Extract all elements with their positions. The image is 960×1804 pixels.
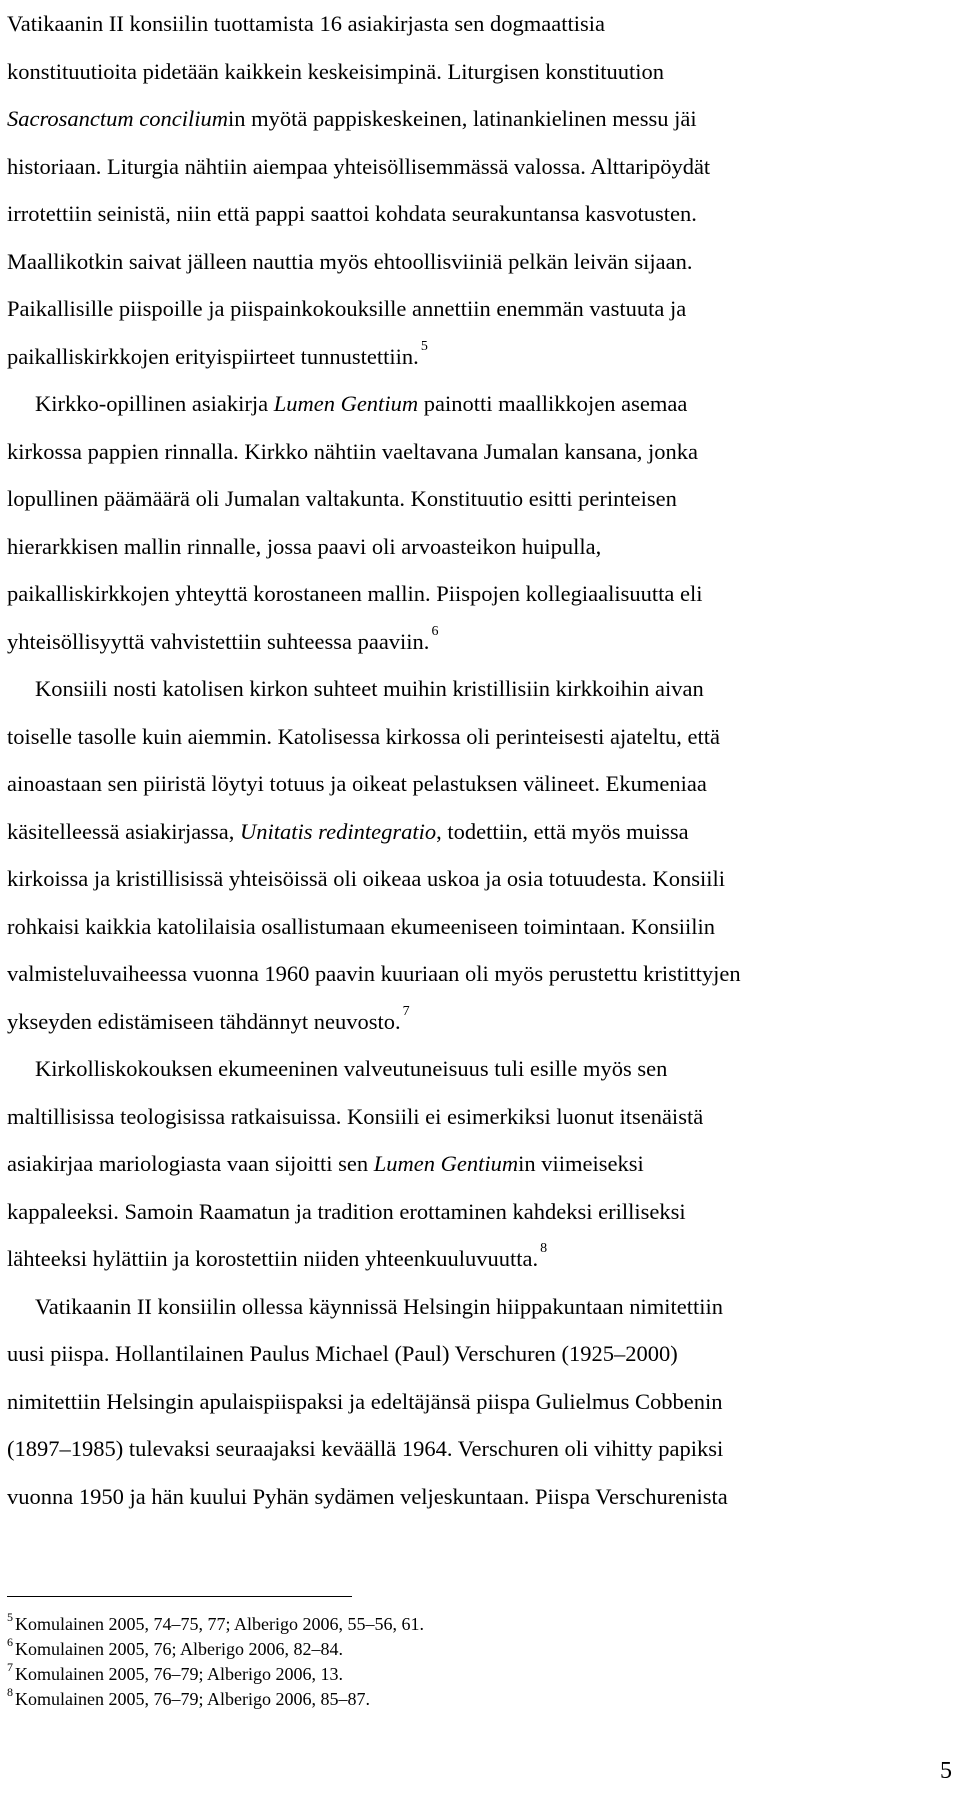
text-run: kappaleeksi. Samoin Raamatun ja tradition erottaminen kahdeksi erilliseksi [7,1198,686,1224]
text-run: toiselle tasolle kuin aiemmin. Katolisessa kirkossa oli perinteisesti ajateltu, että [7,723,720,749]
text-run: paikalliskirkkojen erityispiirteet tunnustettiin. [7,343,419,369]
text-run: Kirkko-opillinen asiakirja [35,391,274,416]
text-line [7,1235,952,1283]
text-run: Konsiili nosti katolisen kirkon suhteet muihin kristillisiin kirkkoihin aivan [35,676,704,701]
text-line [7,380,952,428]
text-line [7,1093,952,1141]
text-line [7,1378,952,1426]
footnotes [7,1612,907,1712]
footnote [7,1687,907,1712]
text-run: kirkoissa ja kristillisissä yhteisöissä oli oikeaa uskoa ja osia totuudesta. Konsiili [7,866,726,891]
text-line [7,238,952,286]
text-line [7,190,952,238]
text-run: Kirkolliskokouksen ekumeeninen valveutuneisuus tuli esille myös sen [35,1056,668,1081]
page-number: 5 [940,1758,952,1784]
footnote-text: Komulainen 2005, 76–79; Alberigo 2006, 13. [15,1664,343,1684]
text-line [7,95,952,143]
text-run: vuonna 1950 ja hän kuului Pyhän sydämen veljeskuntaan. Piispa Verschurenista [7,1483,728,1509]
text-line [7,1330,952,1378]
footnote-ref: 6 [431,623,439,639]
text-run: historiaan. Liturgia nähtiin aiempaa yhteisöllisemmässä valossa. Alttaripöydät [7,153,711,179]
text-run: irrotettiin seinistä, niin että pappi saattoi kohdata seurakuntansa kasvotusten. [7,201,697,226]
footnote-number: 8 [7,1685,13,1699]
footnote [7,1612,907,1637]
text-run: konstituutioita pidetään kaikkein keskeisimpinä. Liturgisen konstituution [7,58,665,84]
text-line [7,1425,952,1473]
text-run: painotti maallikkojen asemaa [418,391,688,416]
text-run: Maallikotkin saivat jälleen nauttia myös ehtoollisviiniä pelkän leivän sijaan. [7,248,693,274]
text-line [7,950,952,998]
text-line [7,143,952,191]
text-line [7,48,952,96]
text-line [7,998,952,1046]
text-line [7,1473,952,1521]
text-line [7,523,952,571]
italic-title: Lumen Gentium [373,1151,519,1176]
paragraph [7,380,952,665]
text-run: ainoastaan sen piiristä löytyi totuus ja oikeat pelastuksen välineet. Ekumeniaa [7,771,707,796]
text-run: yhteisöllisyyttä vahvistettiin suhteessa paaviin. [7,628,430,654]
text-run: Vatikaanin II konsiilin ollessa käynnissä Helsingin hiippakuntaan nimitettiin [35,1293,724,1319]
text-line [7,0,952,48]
text-run: lopullinen päämäärä oli Jumalan valtakunta. Konstituutio esitti perinteisen [7,486,677,511]
text-run: in viimeiseksi [518,1151,644,1176]
text-run: Vatikaanin II konsiilin tuottamista 16 asiakirjasta sen dogmaattisia [7,11,605,36]
text-run: valmisteluvaiheessa vuonna 1960 paavin kuuriaan oli myös perustettu kristittyjen [7,961,741,986]
footnote-number: 5 [7,1610,13,1624]
text-run: Paikallisille piispoille ja piispainkokouksille annettiin enemmän vastuuta ja [7,296,687,321]
footnote-ref: 5 [420,338,428,354]
text-run: lähteeksi hylättiin ja korostettiin niiden yhteenkuuluvuutta. [7,1246,539,1271]
text-line [7,665,952,713]
text-line [7,760,952,808]
text-run: kirkossa pappien rinnalla. Kirkko nähtiin vaeltavana Jumalan kansana, jonka [7,438,699,464]
text-line [7,1140,952,1188]
text-line [7,1045,952,1093]
text-line [7,1188,952,1236]
text-line [7,285,952,333]
footnote-number: 6 [7,1635,13,1649]
text-line [7,570,952,618]
text-line [7,808,952,856]
text-line [7,903,952,951]
footnote-ref: 7 [402,1003,410,1019]
text-run: (1897–1985) tulevaksi seuraajaksi keväällä 1964. Verschuren oli vihitty papiksi [7,1436,724,1461]
text-run: paikalliskirkkojen yhteyttä korostaneen mallin. Piispojen kollegiaalisuutta eli [7,581,703,606]
text-run: rohkaisi kaikkia katolilaisia osallistumaan ekumeeniseen toimintaan. Konsiilin [7,913,715,939]
text-line [7,333,952,381]
footnote [7,1637,907,1662]
text-run: maltillisissa teologisissa ratkaisuissa. Konsiili ei esimerkiksi luonut itsenäistä [7,1103,704,1129]
paragraph [7,1283,952,1521]
footnote-text: Komulainen 2005, 76–79; Alberigo 2006, 85–87. [15,1689,370,1709]
footnote-text: Komulainen 2005, 74–75, 77; Alberigo 2006, 55–56, 61. [15,1614,424,1634]
text-run: ykseyden edistämiseen tähdännyt neuvosto. [7,1008,401,1034]
paragraph [7,0,952,380]
text-line [7,475,952,523]
text-line [7,855,952,903]
body-text [7,0,952,1520]
text-run: uusi piispa. Hollantilainen Paulus Michael (Paul) Verschuren (1925–2000) [7,1341,678,1366]
text-run: nimitettiin Helsingin apulaispiispaksi ja edeltäjänsä piispa Gulielmus Cobbenin [7,1388,723,1414]
text-run: , todettiin, että myös muissa [436,818,689,844]
text-run: hierarkkisen mallin rinnalle, jossa paavi oli arvoasteikon huipulla, [7,533,602,559]
footnote-ref: 8 [540,1241,548,1256]
text-run: käsitelleessä asiakirjassa, [7,818,241,844]
text-run: asiakirjaa mariologiasta vaan sijoitti sen [7,1151,374,1176]
footnote-divider [7,1596,352,1597]
text-line [7,618,952,666]
paragraph [7,1045,952,1283]
italic-title: Lumen Gentium [273,391,419,416]
text-line [7,713,952,761]
italic-title: Sacrosanctum concilium [7,106,229,131]
footnote-text: Komulainen 2005, 76; Alberigo 2006, 82–84. [15,1639,343,1659]
italic-title: Unitatis redintegratio [240,818,437,844]
text-line [7,428,952,476]
paragraph [7,665,952,1045]
text-run: in myötä pappiskeskeinen, latinankielinen messu jäi [228,106,697,131]
text-line [7,1283,952,1331]
footnote [7,1662,907,1687]
footnote-number: 7 [7,1660,13,1674]
